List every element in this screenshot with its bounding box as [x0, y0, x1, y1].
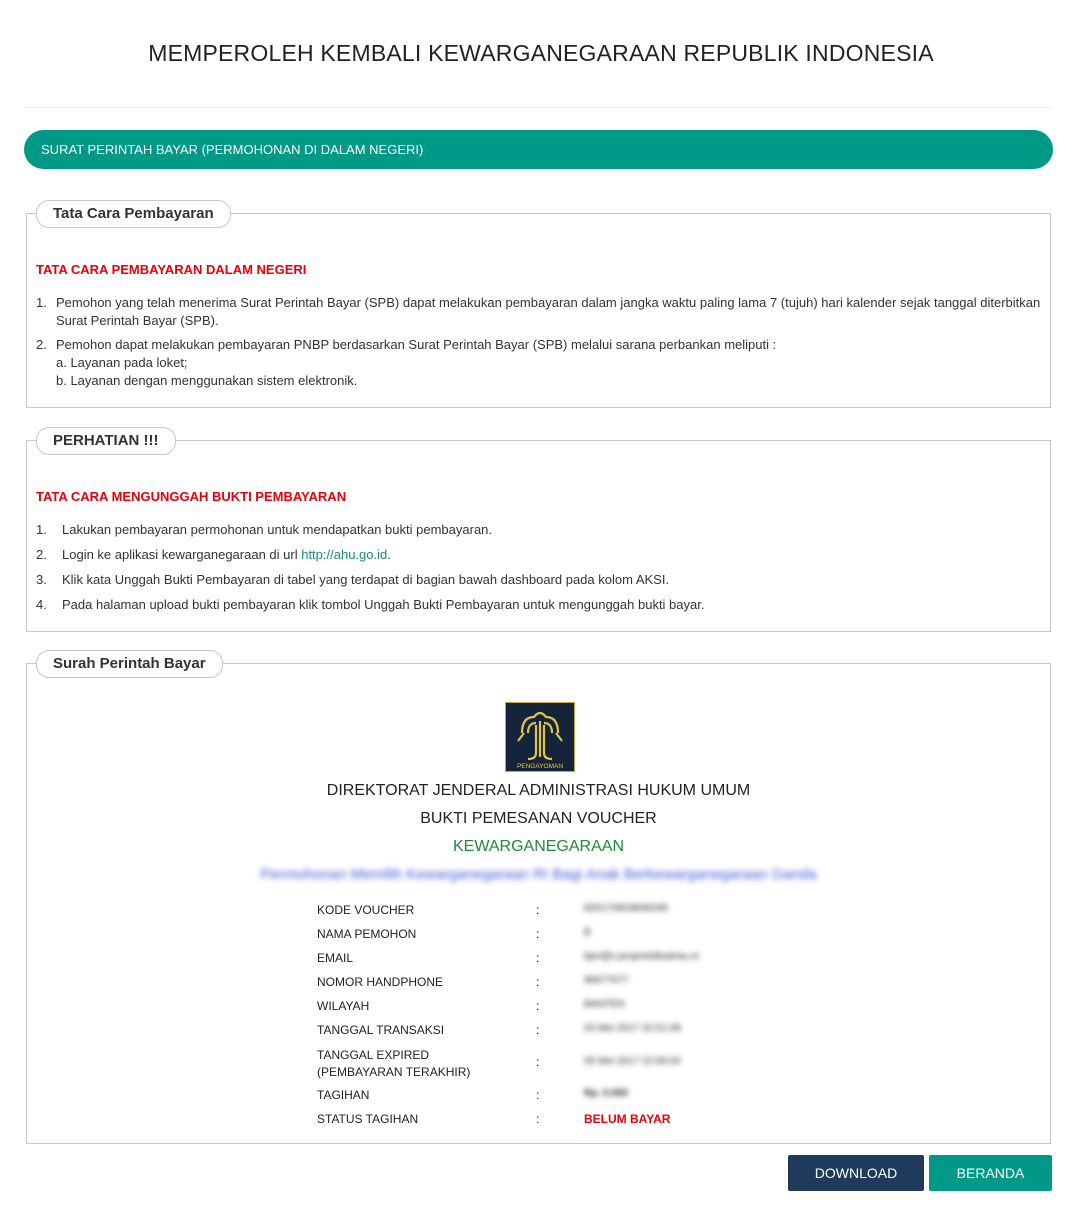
- list-number: 3.: [36, 572, 47, 587]
- service-name: Permohonan Memilih Kewarganegaraan RI Bagi Anak Berkewarganegaraan Ganda: [260, 866, 817, 883]
- download-button[interactable]: DOWNLOAD: [788, 1155, 924, 1191]
- list-text: Pemohon yang telah menerima Surat Perintah Bayar (SPB) dapat melakukan pembayaran dalam jangka waktu paling lama 7 (tujuh) hari kalender sejak tanggal diterbitkan Surat Perintah Bayar (SPB).: [56, 295, 1041, 328]
- ministry-logo: [505, 702, 575, 772]
- list-text: Login ke aplikasi kewarganegaraan di url: [62, 547, 302, 562]
- logo-caption: PENGAYOMAN: [516, 763, 564, 770]
- list-item: [36, 546, 1042, 564]
- list-text: Klik kata Unggah Bukti Pembayaran di tabel yang terdapat di bagian bawah dashboard pada kolom AKSI.: [62, 572, 670, 587]
- row-label: WILAYAH: [317, 999, 370, 1013]
- instruction-list: [36, 521, 1042, 614]
- row-colon: :: [536, 1023, 540, 1037]
- list-item: [36, 294, 1042, 330]
- panel-heading: TATA CARA MENGUNGGAH BUKTI PEMBAYARAN: [36, 489, 347, 504]
- row-colon: :: [536, 975, 540, 989]
- row-label: NOMOR HANDPHONE: [317, 975, 444, 989]
- row-label-line2: (PEMBAYARAN TERAKHIR): [317, 1065, 471, 1079]
- row-colon: :: [536, 1055, 540, 1069]
- row-colon: :: [536, 1088, 540, 1102]
- attention-panel: [26, 432, 1051, 632]
- row-colon: :: [536, 927, 540, 941]
- row-value: 03 Mei 2017 22:51:08: [584, 1023, 681, 1034]
- panel-heading: TATA CARA PEMBAYARAN DALAM NEGERI: [36, 262, 307, 277]
- row-value: 820170503849248: [584, 903, 668, 914]
- row-value: 05 Mei 2017 22:59:04: [584, 1056, 681, 1067]
- list-text: Lakukan pembayaran permohonan untuk mendapatkan bukti pembayaran.: [62, 522, 493, 537]
- panel-legend: Tata Cara Pembayaran: [36, 200, 231, 228]
- list-item: [36, 336, 1042, 390]
- list-number: 1.: [36, 295, 47, 310]
- list-number: 2.: [36, 337, 47, 352]
- row-label: EMAIL: [317, 951, 354, 965]
- row-label-line1: TANGGAL EXPIRED: [317, 1048, 430, 1062]
- sub-item: a. Layanan pada loket;: [56, 355, 188, 370]
- document-title: BUKTI PEMESANAN VOUCHER: [420, 810, 657, 827]
- list-number: 4.: [36, 597, 47, 612]
- row-value: bjer@s.proprietdisatrau.m: [584, 951, 700, 962]
- payment-method-panel: [26, 205, 1051, 408]
- home-button[interactable]: BERANDA: [929, 1155, 1052, 1191]
- detail-row: [27, 1047, 1050, 1081]
- row-label: TANGGAL TRANSAKSI: [317, 1023, 445, 1037]
- payment-order-panel: [26, 655, 1051, 1144]
- row-value: 96677677: [584, 975, 629, 986]
- list-number: 2.: [36, 547, 47, 562]
- section-banner: SURAT PERINTAH BAYAR (PERMOHONAN DI DALAM NEGERI): [24, 130, 1053, 169]
- row-value: B: [584, 927, 591, 938]
- row-colon: :: [536, 951, 540, 965]
- panel-legend: Surah Perintah Bayar: [36, 650, 223, 678]
- organization-name: DIREKTORAT JENDERAL ADMINISTRASI HUKUM UMUM: [326, 782, 751, 799]
- list-item: [36, 596, 1042, 614]
- ahu-link[interactable]: http://ahu.go.id: [301, 547, 388, 562]
- service-category: KEWARGANEGARAAN: [453, 838, 624, 855]
- panel-legend: PERHATIAN !!!: [36, 427, 176, 455]
- row-value: BANTEN: [584, 999, 625, 1010]
- list-text: Pada halaman upload bukti pembayaran klik tombol Unggah Bukti Pembayaran untuk mengunggah bukti bayar.: [62, 597, 705, 612]
- list-text: Pemohon dapat melakukan pembayaran PNBP berdasarkan Surat Perintah Bayar (SPB) melalui sarana perbankan meliputi :: [56, 337, 777, 352]
- row-colon: :: [536, 999, 540, 1013]
- pengayoman-emblem-icon: [506, 703, 574, 771]
- instruction-list: [36, 294, 1042, 390]
- row-label: NAMA PEMOHON: [317, 927, 417, 941]
- row-label: [317, 1047, 470, 1081]
- page-title: MEMPEROLEH KEMBALI KEWARGANEGARAAN REPUBLIK INDONESIA: [148, 40, 934, 66]
- row-value: Rp. 5.000: [584, 1088, 628, 1099]
- list-text-end: .: [387, 547, 391, 562]
- sub-item: b. Layanan dengan menggunakan sistem elektronik.: [56, 373, 358, 388]
- list-item: [36, 521, 1042, 539]
- row-label: KODE VOUCHER: [317, 903, 415, 917]
- row-colon: :: [536, 1112, 540, 1126]
- list-item: [36, 571, 1042, 589]
- title-divider: [25, 107, 1052, 108]
- row-label: STATUS TAGIHAN: [317, 1112, 419, 1126]
- row-label: TAGIHAN: [317, 1088, 370, 1102]
- row-colon: :: [536, 903, 540, 917]
- list-number: 1.: [36, 522, 47, 537]
- payment-status: BELUM BAYAR: [584, 1112, 671, 1126]
